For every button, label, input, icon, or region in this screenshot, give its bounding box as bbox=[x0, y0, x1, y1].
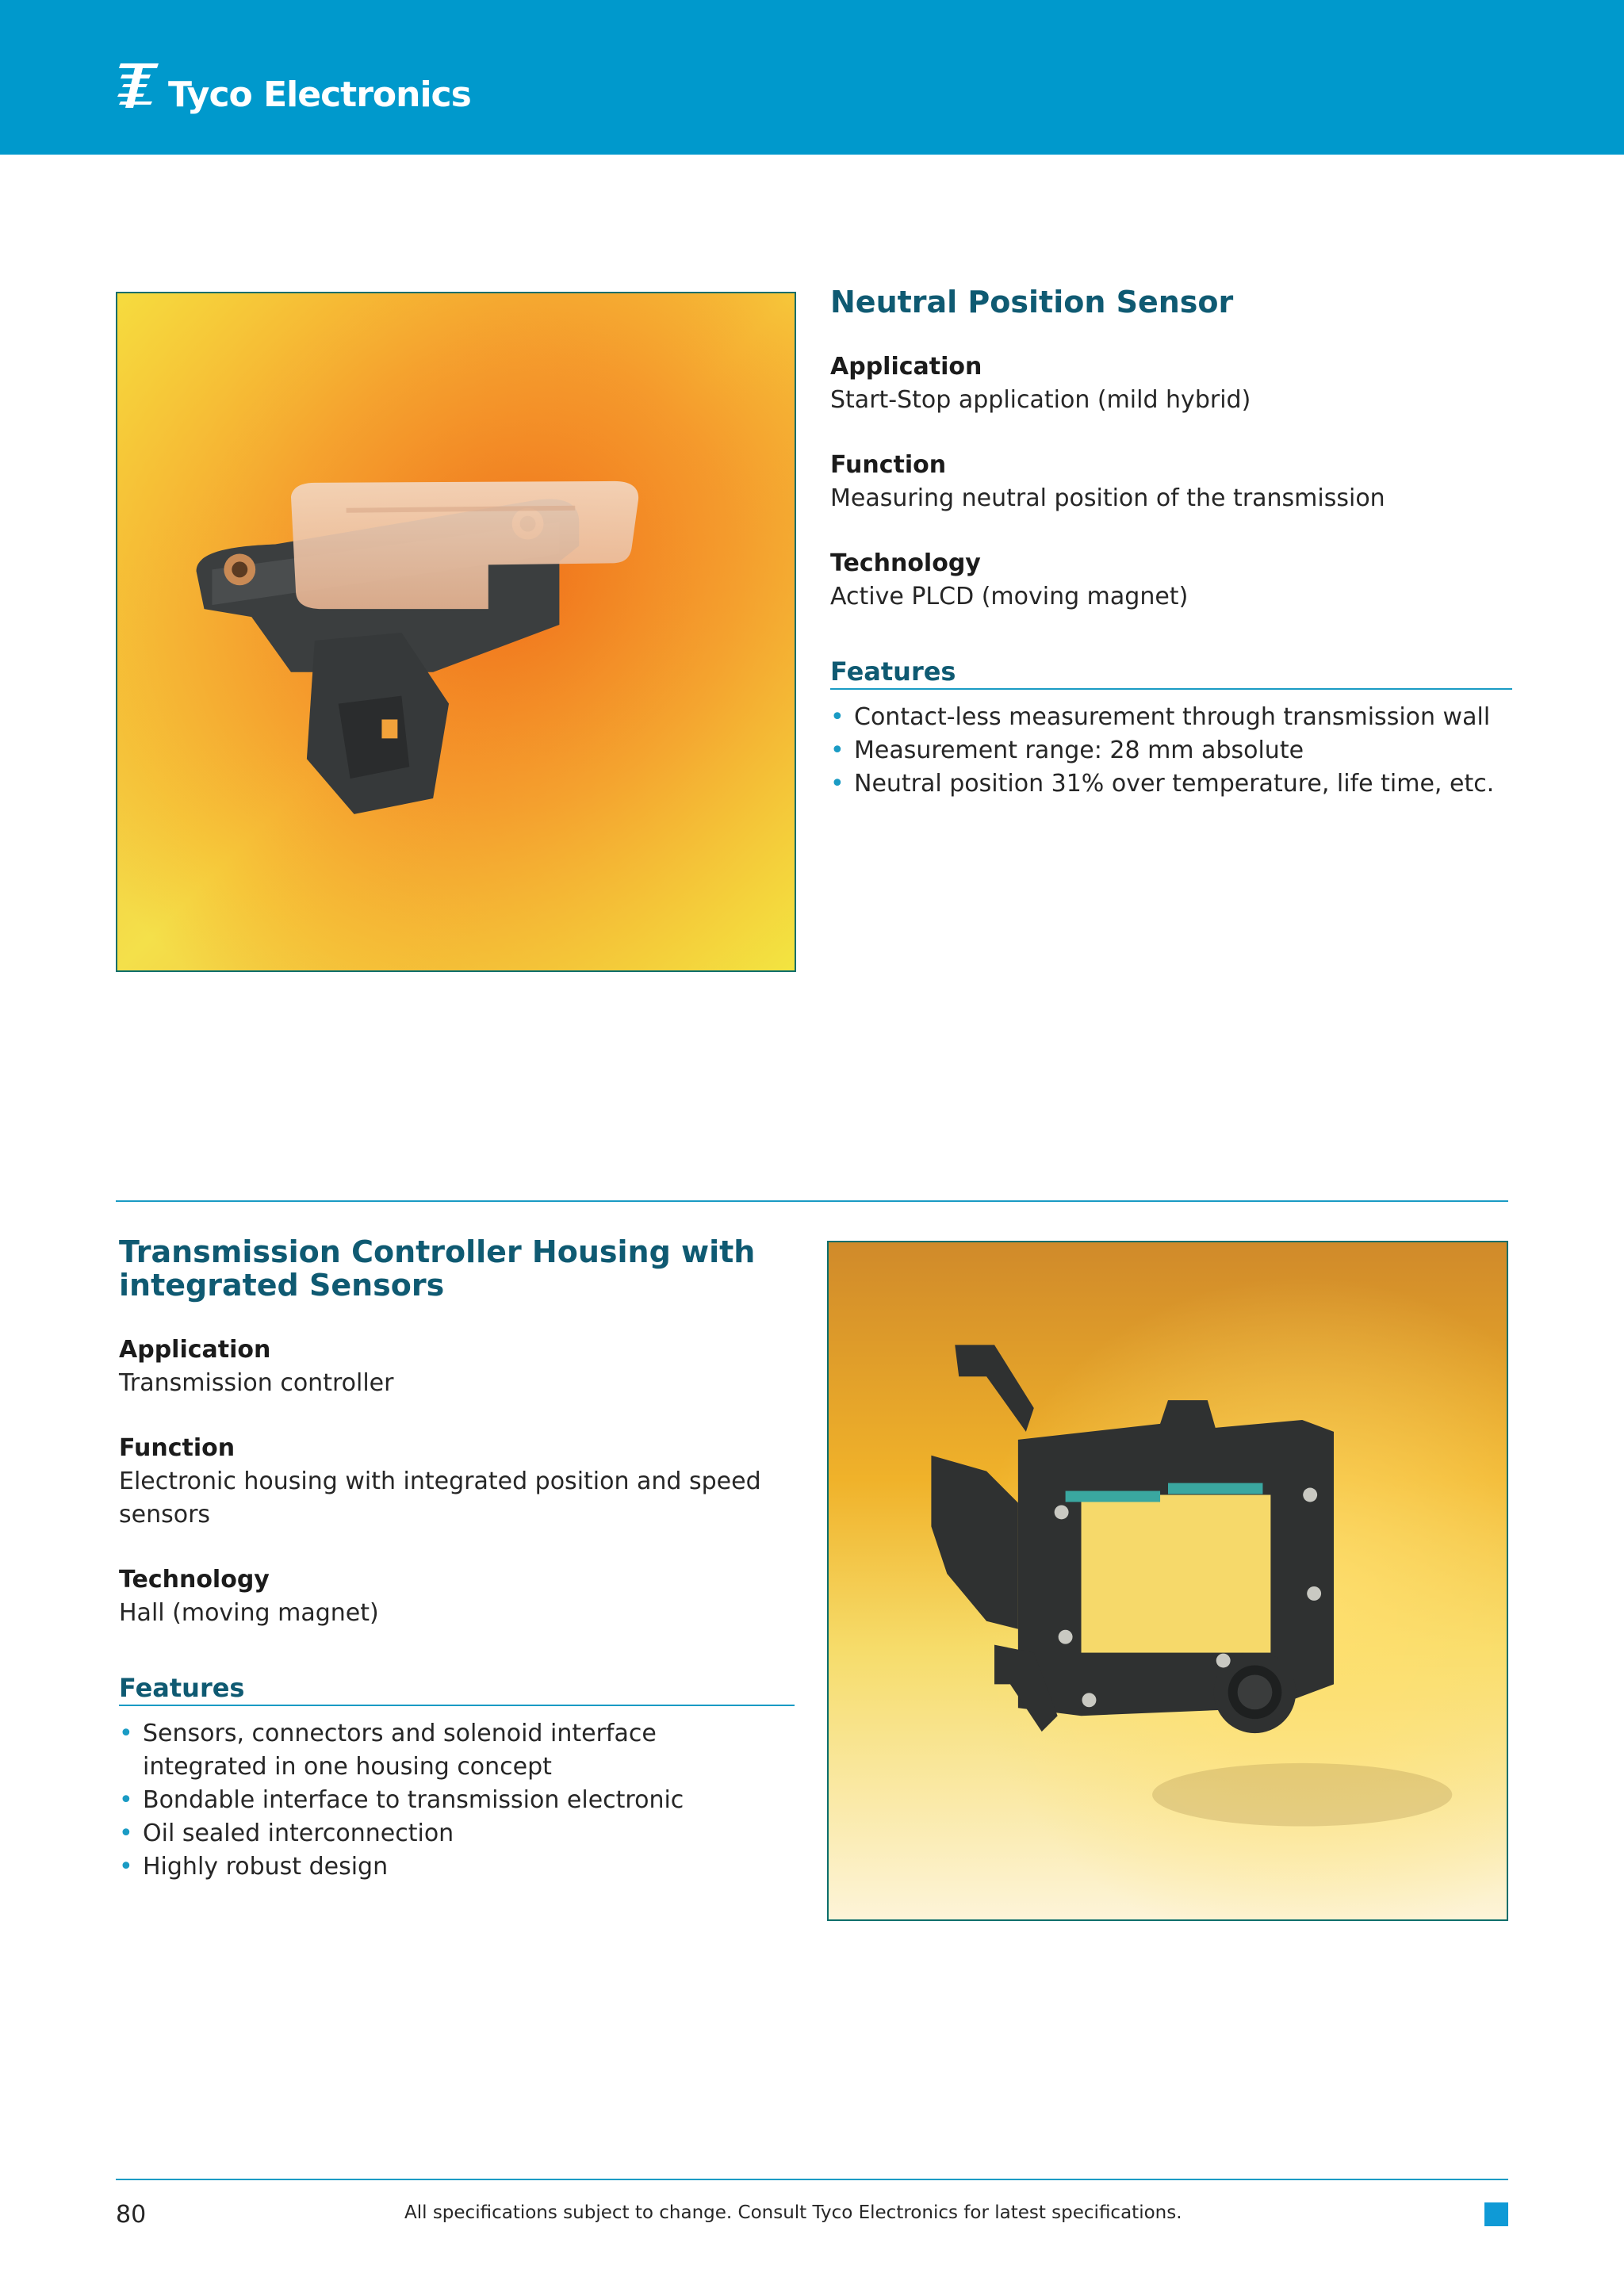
footer-square-icon bbox=[1484, 2202, 1508, 2226]
transmission-controller-section bbox=[119, 1235, 795, 1884]
application-label: Application bbox=[119, 1336, 271, 1364]
feature-item: • Contact-less measurement through transmission wall bbox=[830, 701, 1512, 734]
page-number: 80 bbox=[116, 2201, 147, 2229]
technology-label: Technology bbox=[830, 549, 981, 577]
technology-value: Active PLCD (moving magnet) bbox=[830, 583, 1189, 610]
section-divider bbox=[116, 1200, 1508, 1202]
function-value: Measuring neutral position of the transmission bbox=[830, 484, 1385, 512]
bullet-icon: • bbox=[119, 1786, 133, 1814]
neutral-position-sensor-photo bbox=[116, 292, 796, 972]
page-header bbox=[0, 0, 1624, 155]
brand-name: Tyco Electronics bbox=[168, 75, 471, 115]
bullet-icon: • bbox=[119, 1820, 133, 1847]
feature-item: • Bondable interface to transmission electronic bbox=[119, 1784, 795, 1817]
product-title: Transmission Controller Housing with integrated Sensors bbox=[119, 1234, 756, 1303]
technology-label: Technology bbox=[119, 1566, 270, 1594]
application-value: Start-Stop application (mild hybrid) bbox=[830, 386, 1251, 414]
technology-value: Hall (moving magnet) bbox=[119, 1599, 379, 1627]
features-list bbox=[119, 1717, 795, 1884]
bullet-icon: • bbox=[119, 1853, 133, 1881]
bullet-icon: • bbox=[830, 703, 845, 731]
footer-divider bbox=[116, 2179, 1508, 2180]
application-label: Application bbox=[830, 353, 982, 381]
function-label: Function bbox=[830, 451, 947, 479]
bullet-icon: • bbox=[830, 737, 845, 764]
features-heading: Features bbox=[119, 1671, 795, 1706]
feature-item: • Sensors, connectors and solenoid interface integrated in one housing concept bbox=[119, 1717, 795, 1784]
tyco-logo-icon bbox=[116, 60, 163, 111]
transmission-controller-housing-photo bbox=[827, 1241, 1508, 1921]
features-list bbox=[830, 701, 1512, 801]
feature-item: • Highly robust design bbox=[119, 1850, 795, 1884]
neutral-position-sensor-section bbox=[830, 285, 1512, 801]
feature-item: • Neutral position 31% over temperature, life time, etc. bbox=[830, 767, 1512, 801]
footer-disclaimer: All specifications subject to change. Consult Tyco Electronics for latest specifications. bbox=[404, 2202, 1182, 2223]
bullet-icon: • bbox=[119, 1720, 133, 1747]
bullet-icon: • bbox=[830, 770, 845, 798]
function-label: Function bbox=[119, 1434, 236, 1462]
function-value: Electronic housing with integrated position and speed sensors bbox=[119, 1468, 761, 1529]
application-value: Transmission controller bbox=[119, 1369, 394, 1397]
features-heading: Features bbox=[830, 655, 1512, 690]
feature-item: • Measurement range: 28 mm absolute bbox=[830, 734, 1512, 767]
product-title: Neutral Position Sensor bbox=[830, 285, 1234, 320]
feature-item: • Oil sealed interconnection bbox=[119, 1817, 795, 1850]
